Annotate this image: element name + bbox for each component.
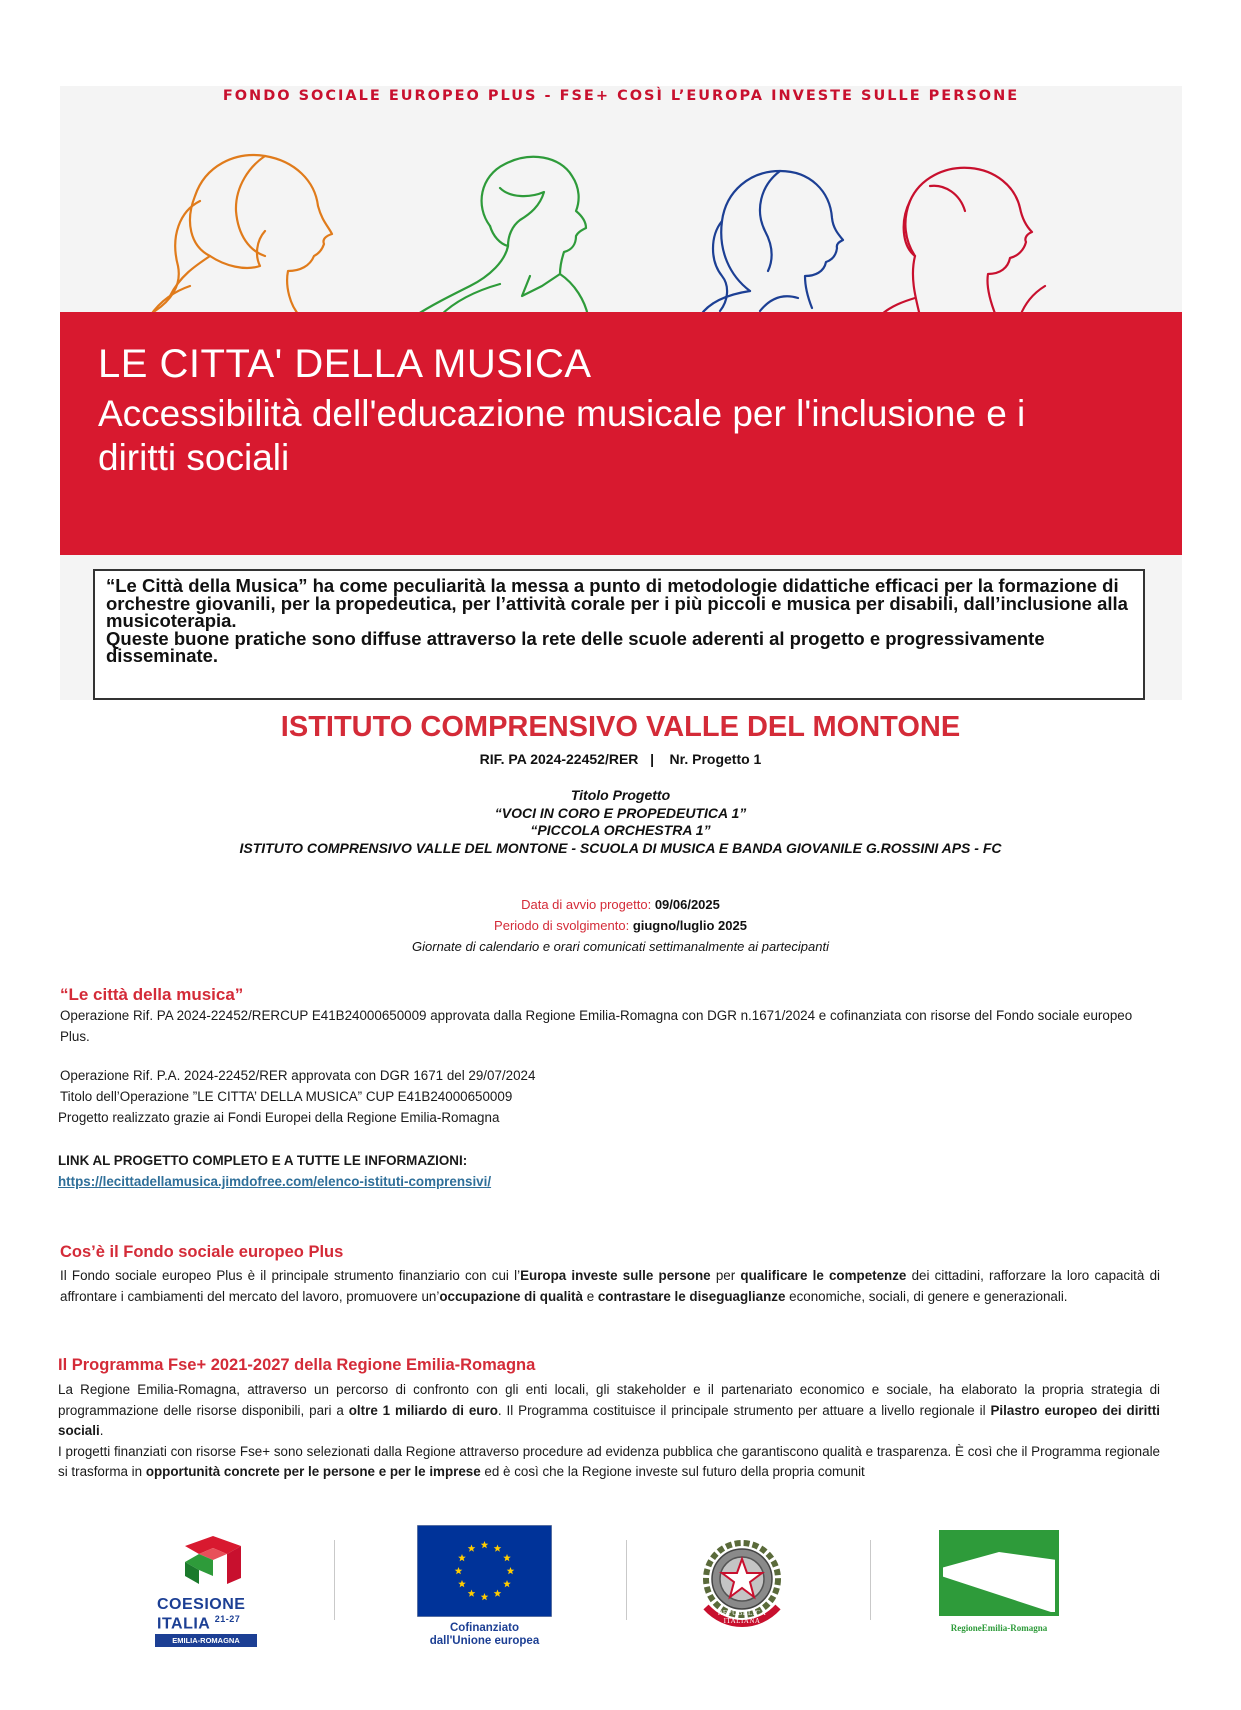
header-banner (60, 86, 1182, 700)
eu-flag-icon (417, 1525, 552, 1617)
citta-paragraph-1: Operazione Rif. PA 2024-22452/RERCUP E41B24000650009 approvata dalla Regione Emilia-Romagna con DGR n.1671/2024 e cofinanziata con risorse del Fondo sociale europeo Plus. (60, 1008, 1133, 1044)
repubblica-text: REPUBBLICA ITALIANA (717, 1609, 767, 1625)
period-label: Periodo di svolgimento: (494, 918, 630, 933)
main-title: LE CITTA' DELLA MUSICA (98, 342, 592, 386)
regione-flag-icon (939, 1530, 1059, 1616)
project-title-line-3: ISTITUTO COMPRENSIVO VALLE DEL MONTONE - SCUOLA DI MUSICA E BANDA GIOVANILE G.ROSSINI APS - FC (239, 839, 1002, 856)
coesione-mark-icon (155, 1532, 267, 1592)
project-title-label: Titolo Progetto (570, 787, 671, 803)
red-face-figure (880, 168, 1045, 316)
coesione-region-badge: EMILIA-ROMAGNA (155, 1634, 257, 1647)
start-date-label: Data di avvio progetto: (521, 897, 652, 912)
link-label: LINK AL PROGETTO COMPLETO E A TUTTE LE INFORMAZIONI: (58, 1153, 468, 1168)
project-title-line-2: “PICCOLA ORCHESTRA 1” (530, 822, 711, 838)
programma-heading: Il Programma Fse+ 2021-2027 della Regione Emilia-Romagna (58, 1356, 536, 1374)
period-value: giugno/luglio 2025 (632, 918, 747, 933)
coesione-italia-logo (155, 1532, 267, 1646)
eu-caption-1: Cofinanziato (450, 1622, 519, 1634)
school-title: ISTITUTO COMPRENSIVO VALLE DEL MONTONE (280, 711, 961, 743)
repubblica-italiana-emblem (696, 1533, 788, 1633)
fse-heading: Cos’è il Fondo sociale europeo Plus (60, 1243, 344, 1261)
coesione-text-2: ITALIA (157, 1615, 210, 1633)
period (0, 915, 1241, 936)
project-title-block (0, 787, 1241, 857)
start-date (0, 894, 1241, 915)
schedule-note: Giornate di calendario e orari comunicati settimanalmente ai partecipanti (412, 939, 829, 954)
project-link[interactable]: https://lecittadellamusica.jimdofree.com/elenco-istituti-comprensivi/ (58, 1174, 492, 1189)
faces-illustration (60, 126, 1182, 316)
description-box (93, 569, 1145, 700)
project-title-line-1: “VOCI IN CORO E PROPEDEUTICA 1” (494, 804, 747, 821)
green-face-figure (415, 157, 588, 316)
coesione-text-1: COESIONE (157, 1596, 246, 1613)
description-text: “Le Città della Musica” ha come peculiarità la messa a punto di metodologie didattiche efficaci per la formazione di orchestre giovanili, per la propedeutica, per l’attività corale per i più piccoli e musica per disabili, dall’inclusione alla musicoterapia. Queste buone pratiche sono diffuse attraverso la rete delle scuole aderenti al progetto e progressivamente disseminate. (106, 575, 1128, 666)
main-subtitle: Accessibilità dell'educazione musicale per l'inclusione e i diritti sociali (98, 393, 1026, 478)
eu-caption-2: dall'Unione europea (429, 1635, 540, 1647)
logo-divider (626, 1540, 627, 1620)
citta-heading: “Le città della musica” (60, 985, 244, 1004)
programma-paragraph: La Regione Emilia-Romagna, attraverso un percorso di confronto con gli enti locali, gli stakeholder e il partenariato economico e sociale, ha elaborato la propria strategia di programmazione delle risorse disponibili, pari a oltre 1 miliardo di euro. Il Programma costituisce il principale strumento per attuare a livello regionale il Pilastro europeo dei diritti sociali. I progetti finanziati con risorse Fse+ sono selezionati dalla Regione attraverso procedure ad evidenza pubblica che garantiscono qualità e trasparenza. È così che il Programma regionale si trasforma in opportunità concrete per le persone e per le imprese ed è così che la Regione investe sul futuro della propria comunit (58, 1382, 1161, 1479)
orange-face-figure (150, 155, 332, 316)
regione-emilia-romagna-logo (939, 1530, 1059, 1633)
project-reference: RIF. PA 2024-22452/RER | Nr. Progetto 1 (479, 751, 762, 767)
blue-face-figure (700, 171, 843, 316)
dates-block (0, 894, 1241, 957)
start-date-value: 09/06/2025 (654, 897, 720, 912)
coesione-years: 21-27 (214, 1614, 241, 1624)
operation-line-1: Operazione Rif. P.A. 2024-22452/RER approvata con DGR 1671 del 29/07/2024 (60, 1068, 536, 1083)
footer-logos (0, 1525, 1241, 1665)
logo-divider (334, 1540, 335, 1620)
operation-line-2: Titolo dell’Operazione ”LE CITTA’ DELLA MUSICA” CUP E41B24000650009 (60, 1089, 513, 1104)
title-band (60, 312, 1182, 555)
fse-slogan: COSÌ L’EUROPA INVESTE SULLE PERSONE (617, 88, 1020, 104)
fse-paragraph: Il Fondo sociale europeo Plus è il principale strumento finanziario con cui l’Europa investe sulle persone per qualificare le competenze dei cittadini, rafforzare la loro capacità di affrontare i cambiamenti del mercato del lavoro, promuovere un’occupazione di qualità e contrastare le diseguaglianze economiche, sociali, di genere e generazionali. (60, 1268, 1160, 1304)
logo-divider (870, 1540, 871, 1620)
regione-label: RegioneEmilia-Romagna (950, 1623, 1048, 1633)
operation-line-3: Progetto realizzato grazie ai Fondi Europei della Regione Emilia-Romagna (58, 1110, 500, 1125)
fse-label: FONDO SOCIALE EUROPEO PLUS - FSE+ (222, 88, 610, 104)
banner-topline (60, 88, 1182, 104)
eu-logo (412, 1525, 557, 1647)
